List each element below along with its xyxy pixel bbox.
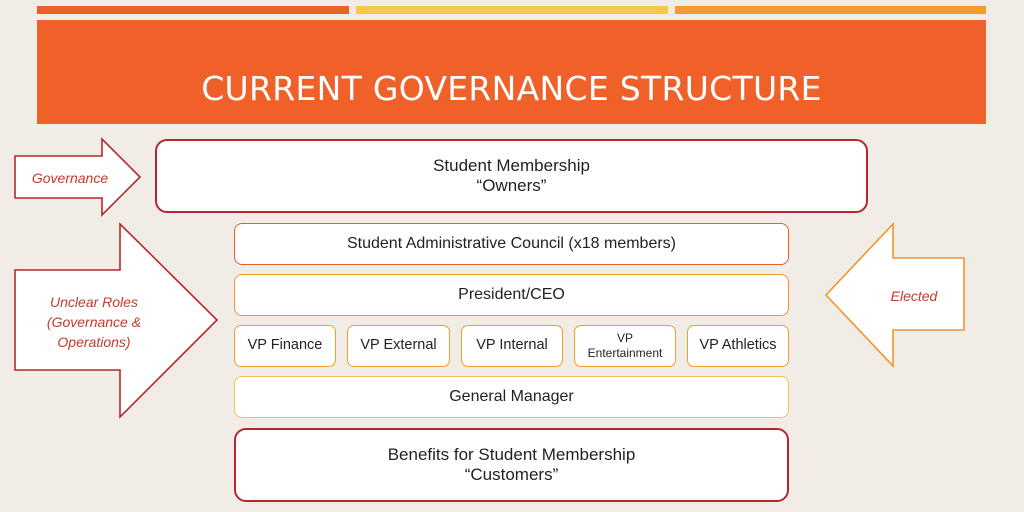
vp-entertainment-line-1: VP — [616, 331, 633, 345]
unclear-roles-label — [20, 292, 168, 352]
governance-label-text: Governance — [31, 170, 109, 186]
general-manager-box — [234, 376, 789, 418]
unclear-roles-line-3: Operations) — [57, 334, 131, 350]
benefits-customers-box — [234, 428, 789, 502]
vp-finance-box — [234, 325, 336, 367]
vp-athletics-box — [687, 325, 789, 367]
elected-label — [868, 286, 960, 306]
president-ceo-box — [234, 274, 789, 316]
vp-entertainment-box — [574, 325, 676, 367]
student-council-box — [234, 223, 789, 265]
vp-external-box — [347, 325, 450, 367]
student-council-label: Student Administrative Council (x18 members) — [346, 235, 677, 253]
slide-title: CURRENT GOVERNANCE STRUCTURE — [201, 69, 822, 108]
vp-external-label: VP External — [360, 337, 437, 354]
benefits-customers-line-2: “Customers” — [464, 465, 559, 484]
vp-internal-box — [461, 325, 563, 367]
benefits-customers-line-1: Benefits for Student Membership — [387, 444, 636, 464]
unclear-roles-line-2: (Governance & — [46, 314, 142, 330]
membership-owners-line-2: “Owners” — [476, 176, 547, 195]
vp-internal-label: VP Internal — [476, 337, 548, 354]
student-membership-owners-box — [155, 139, 868, 213]
president-ceo-label: President/CEO — [458, 286, 565, 304]
unclear-roles-line-1: Unclear Roles — [50, 294, 138, 310]
elected-label-text: Elected — [890, 288, 938, 304]
vp-entertainment-line-2: Entertainment — [587, 346, 663, 360]
governance-label — [18, 168, 122, 188]
membership-owners-line-1: Student Membership — [433, 155, 590, 175]
general-manager-label: General Manager — [449, 388, 574, 406]
vp-athletics-label: VP Athletics — [699, 337, 777, 354]
vp-finance-label: VP Finance — [247, 337, 323, 354]
